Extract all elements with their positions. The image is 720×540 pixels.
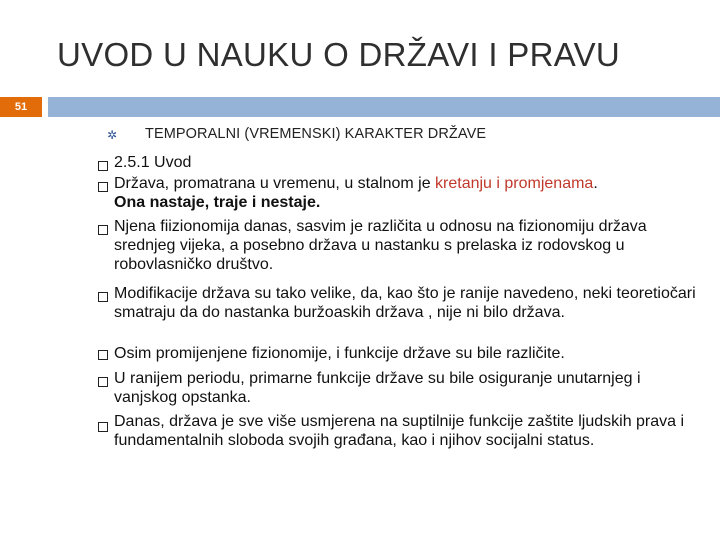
list-item: Njena fiizionomija danas, sasvim je različita u odnosu na fizionomiju država srednjeg vijeka, a posebno država u nastanku s prelaska iz rodovskog u robovlasničko društvo. — [114, 218, 647, 273]
checkbox-bullet-icon — [98, 182, 108, 192]
header-bar — [48, 97, 720, 117]
list-item: 2.5.1 Uvod — [114, 154, 192, 171]
checkbox-bullet-icon — [98, 161, 108, 171]
checkbox-bullet-icon — [98, 350, 108, 360]
list-item — [114, 174, 714, 212]
list-item: U ranijem periodu, primarne funkcije države su bile osiguranje unutarnjeg i vanjskog opstanka. — [114, 370, 641, 406]
list-item: Osim promijenjene fizionomije, i funkcije države su bile različite. — [114, 345, 565, 362]
section-subtitle: TEMPORALNI (VREMENSKI) KARAKTER DRŽAVE — [145, 126, 487, 142]
list-item: Modifikacije država su tako velike, da, kao što je ranije navedeno, neki teoretiočari smatraju da do nastanka buržoaskih država , nije ni bilo država. — [114, 285, 696, 321]
slide-number-badge: 51 — [0, 97, 42, 117]
gear-bullet-icon: ✲ — [107, 128, 118, 142]
checkbox-bullet-icon — [98, 422, 108, 432]
list-item: Danas, država je sve više usmjerena na suptilnije funkcije zaštite ljudskih prava i fundamentalnih sloboda svojih građana, kao i njihov socijalni status. — [114, 413, 685, 449]
list-item-text: Država, promatrana u vremenu, u stalnom je — [114, 175, 436, 192]
bold-text: Ona nastaje, traje i nestaje. — [114, 194, 321, 211]
checkbox-bullet-icon — [98, 225, 108, 235]
slide-title: UVOD U NAUKU O DRŽAVI I PRAVU — [57, 36, 621, 73]
highlighted-text: kretanju i promjenama — [435, 175, 594, 192]
checkbox-bullet-icon — [98, 377, 108, 387]
list-item-text: . — [593, 175, 598, 192]
checkbox-bullet-icon — [98, 292, 108, 302]
